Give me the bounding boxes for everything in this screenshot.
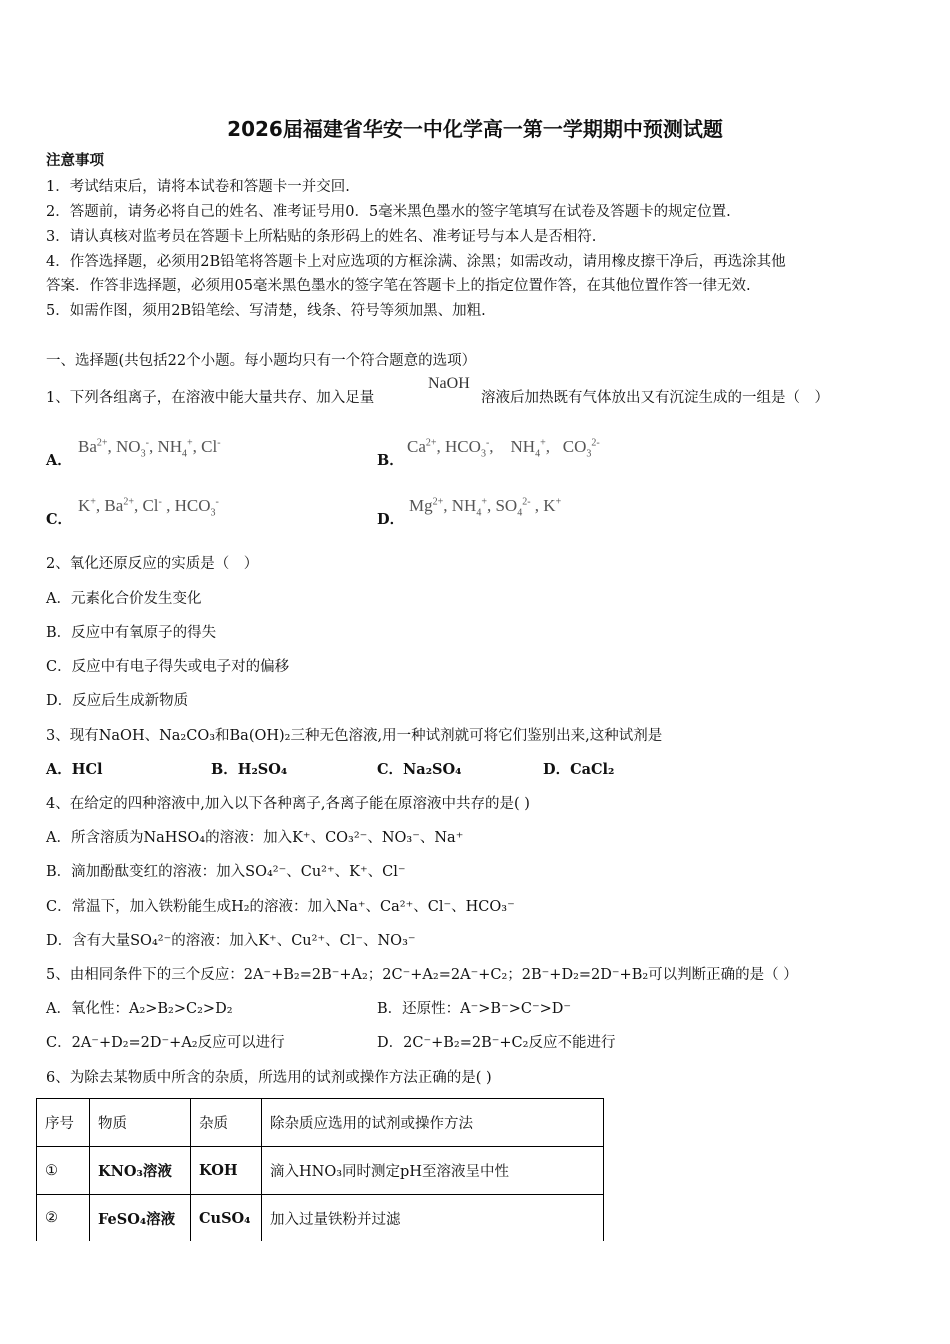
- table-cell: KOH: [191, 1147, 262, 1195]
- section-heading: 一、选择题(共包括22个小题。每小题均只有一个符合题意的选项）: [46, 353, 477, 369]
- q2-option: D．反应后生成新物质: [46, 693, 189, 709]
- q5-option-c: C．2A⁻+D₂=2D⁻+A₂反应可以进行: [46, 1035, 285, 1051]
- notice-item: 答案．作答非选择题，必须用05毫米黑色墨水的签字笔在答题卡上的指定位置作答，在其他位置作答一律无效.: [46, 278, 751, 294]
- q5-stem: 5、由相同条件下的三个反应：2A⁻+B₂=2B⁻+A₂；2C⁻+A₂=2A⁻+C₂；2B⁻+D₂=2D⁻+B₂可以判断正确的是（ ）: [46, 967, 798, 983]
- q1-naoh-formula: NaOH: [428, 375, 470, 392]
- q5-option-b: B．还原性：A⁻>B⁻>C⁻>D⁻: [377, 1001, 572, 1017]
- q1-option-b-label: B．: [377, 452, 404, 469]
- table-cell: ②: [37, 1195, 90, 1242]
- notice-heading: 注意事项: [46, 152, 104, 169]
- q2-stem: 2、氧化还原反应的实质是（ ）: [46, 556, 259, 572]
- q2-option: C．反应中有电子得失或电子对的偏移: [46, 659, 290, 675]
- q5-option-a: A．氧化性：A₂>B₂>C₂>D₂: [46, 1001, 233, 1017]
- q3-stem: 3、现有NaOH、Na₂CO₃和Ba(OH)₂三种无色溶液,用一种试剂就可将它们鉴别出来,这种试剂是: [46, 728, 663, 744]
- q3-option-d: D．CaCl₂: [543, 761, 615, 778]
- q1-stem-b: 溶液后加热既有气体放出又有沉淀生成的一组是（ ）: [481, 390, 829, 406]
- q1-stem-a: 1、下列各组离子，在溶液中能大量共存、加入足量: [46, 390, 375, 406]
- q4-option: D．含有大量SO₄²⁻的溶液：加入K⁺、Cu²⁺、Cl⁻、NO₃⁻: [46, 933, 416, 949]
- q4-option: A．所含溶质为NaHSO₄的溶液：加入K⁺、CO₃²⁻、NO₃⁻、Na⁺: [46, 830, 464, 846]
- q1-option-a-formula: $Ba^{2+}$, $NO_3^-$, $NH_4^+$, Cl-: [78, 437, 221, 460]
- q1-option-b-formula: $Ca^{2+}$, $HCO_3^-$, $NH_4^+$, $CO_3^{2-}$: [407, 437, 600, 460]
- notice-item: 3．请认真核对监考员在答题卡上所粘贴的条形码上的姓名、准考证号与本人是否相符.: [46, 229, 597, 245]
- q1-option-a-label: A．: [46, 452, 72, 469]
- page-title: 2026届福建省华安一中化学高一第一学期期中预测试题: [227, 117, 723, 141]
- table-cell: KNO₃溶液: [90, 1147, 191, 1195]
- q4-option: C．常温下，加入铁粉能生成H₂的溶液：加入Na⁺、Ca²⁺、Cl⁻、HCO₃⁻: [46, 899, 515, 915]
- q3-option-c: C．Na₂SO₄: [377, 761, 462, 778]
- q1-option-c-label: C．: [46, 511, 73, 528]
- notice-item: 1．考试结束后，请将本试卷和答题卡一并交回.: [46, 179, 350, 195]
- table-row: [37, 1147, 604, 1195]
- q5-option-d: D．2C⁻+B₂=2B⁻+C₂反应不能进行: [377, 1035, 616, 1051]
- notice-item: 4．作答选择题，必须用2B铅笔将答题卡上对应选项的方框涂满、涂黑；如需改动，请用橡皮擦干净后，再选涂其他: [46, 254, 786, 270]
- q3-option-a: A．HCl: [46, 761, 103, 778]
- table-cell: 加入过量铁粉并过滤: [262, 1195, 604, 1242]
- q1-option-d-formula: $Mg^{2+}$, $NH_4^+$, $SO_4^{2-}$ , K+: [409, 496, 562, 519]
- q4-option: B．滴加酚酞变红的溶液：加入SO₄²⁻、Cu²⁺、K⁺、Cl⁻: [46, 864, 406, 880]
- q4-stem: 4、在给定的四种溶液中,加入以下各种离子,各离子能在原溶液中共存的是( ): [46, 796, 530, 812]
- table-cell: FeSO₄溶液: [90, 1195, 191, 1242]
- table-row: [37, 1195, 604, 1242]
- q6-stem: 6、为除去某物质中所含的杂质，所选用的试剂或操作方法正确的是( ): [46, 1070, 492, 1086]
- table-header-row: [37, 1099, 604, 1147]
- table-header-cell: 杂质: [191, 1099, 262, 1147]
- notice-item: 2．答题前，请务必将自己的姓名、准考证号用0．5毫米黑色墨水的签字笔填写在试卷及答题卡的规定位置.: [46, 204, 731, 220]
- q1-option-c-formula: K+, $Ba^{2+}$, Cl- , $HCO_3^-$: [78, 496, 219, 519]
- table-header-cell: 序号: [37, 1099, 90, 1147]
- q2-option: A．元素化合价发生变化: [46, 591, 202, 607]
- table-cell: ①: [37, 1147, 90, 1195]
- q2-option: B．反应中有氧原子的得失: [46, 625, 217, 641]
- table-cell: 滴入HNO₃同时测定pH至溶液呈中性: [262, 1147, 604, 1195]
- table-header-cell: 除杂质应选用的试剂或操作方法: [262, 1099, 604, 1147]
- table-header-cell: 物质: [90, 1099, 191, 1147]
- q3-option-b: B．H₂SO₄: [211, 761, 288, 778]
- q1-option-d-label: D．: [377, 511, 405, 528]
- q6-table: [36, 1098, 604, 1241]
- notice-item: 5．如需作图，须用2B铅笔绘、写清楚，线条、符号等须加黑、加粗.: [46, 303, 486, 319]
- table-cell: CuSO₄: [191, 1195, 262, 1242]
